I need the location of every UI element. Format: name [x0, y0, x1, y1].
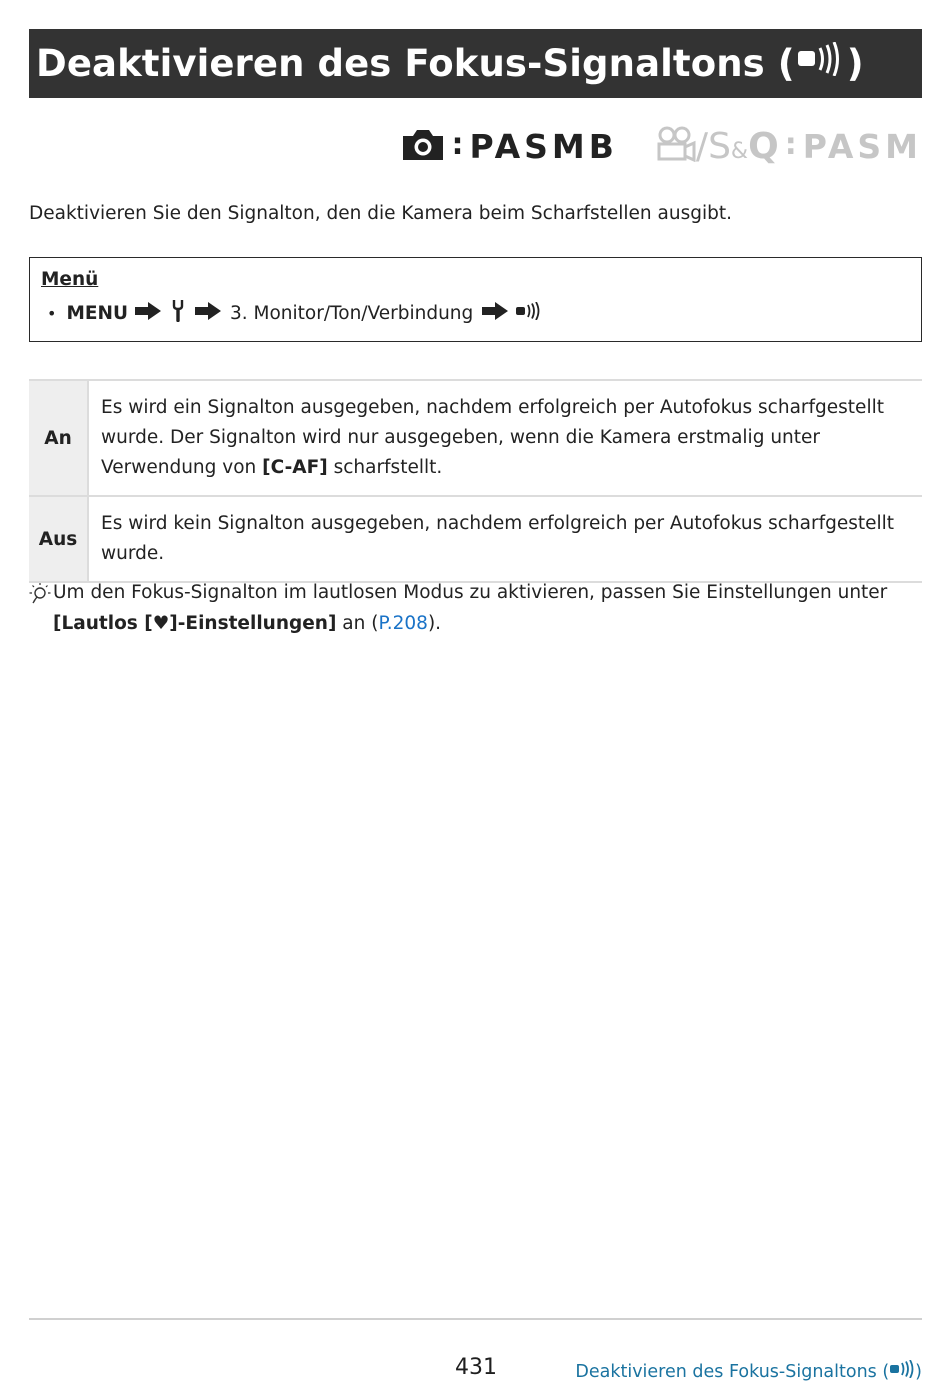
af-beep-icon	[796, 42, 846, 85]
note-text: Um den Fokus-Signalton im lautlosen Modus zu aktivieren, passen Sie Einstellungen unter [Lautlos [♥]-Einstellungen] an (P.208).	[53, 582, 888, 634]
footer-title-text: Deaktivieren des Fokus-Signaltons (	[575, 1361, 890, 1382]
footer-title-suffix: )	[915, 1361, 922, 1382]
video-mode-colon: :	[784, 126, 797, 162]
footer-chapter-link[interactable]	[575, 1360, 922, 1383]
arrow-right-icon	[482, 302, 508, 325]
photo-mode-colon: :	[451, 126, 464, 162]
video-mode-slash: /	[695, 125, 709, 167]
option-label: An	[29, 380, 88, 496]
page-number: 431	[455, 1355, 497, 1380]
page-title-suffix: )	[846, 42, 864, 85]
menu-path-box	[29, 257, 922, 342]
af-beep-icon	[515, 302, 541, 325]
video-mode-letters: PASM	[802, 126, 922, 166]
page-title	[29, 29, 922, 98]
video-modes	[656, 126, 922, 167]
sq-mode-label: S&Q	[708, 125, 779, 167]
hint-icon	[29, 583, 51, 615]
camera-icon	[401, 127, 445, 165]
table-row	[29, 380, 922, 496]
menu-section: 3. Monitor/Ton/Verbindung	[230, 303, 474, 324]
hint-note	[29, 577, 922, 639]
movie-icon	[656, 126, 696, 166]
wrench-icon	[172, 300, 184, 327]
arrow-right-icon	[195, 302, 221, 325]
photo-mode-letters: PASMB	[469, 126, 618, 166]
options-table	[29, 379, 922, 583]
option-description: Es wird kein Signalton ausgegeben, nachdem erfolgreich per Autofokus scharfgestellt wurde.	[88, 496, 922, 582]
photo-modes	[401, 127, 617, 166]
intro-text: Deaktivieren Sie den Signalton, den die Kamera beim Scharfstellen ausgibt.	[29, 203, 732, 224]
page-link[interactable]: P.208	[378, 613, 428, 634]
footer-divider	[29, 1318, 922, 1320]
table-row	[29, 496, 922, 582]
af-beep-icon	[889, 1360, 915, 1383]
page-title-text: Deaktivieren des Fokus-Signaltons (	[36, 42, 795, 85]
menu-key: MENU	[66, 303, 128, 324]
arrow-right-icon	[135, 302, 161, 325]
menu-path	[47, 300, 541, 327]
bullet: •	[47, 304, 57, 323]
option-description: Es wird ein Signalton ausgegeben, nachdem erfolgreich per Autofokus scharfgestellt wurde. Der Signalton wird nur ausgegeben, wenn die Kamera erstmalig unter Verwendung von [C-AF] scharfstellt.	[88, 380, 922, 496]
option-label: Aus	[29, 496, 88, 582]
mode-indicators	[401, 124, 922, 168]
menu-heading: Menü	[41, 269, 99, 290]
